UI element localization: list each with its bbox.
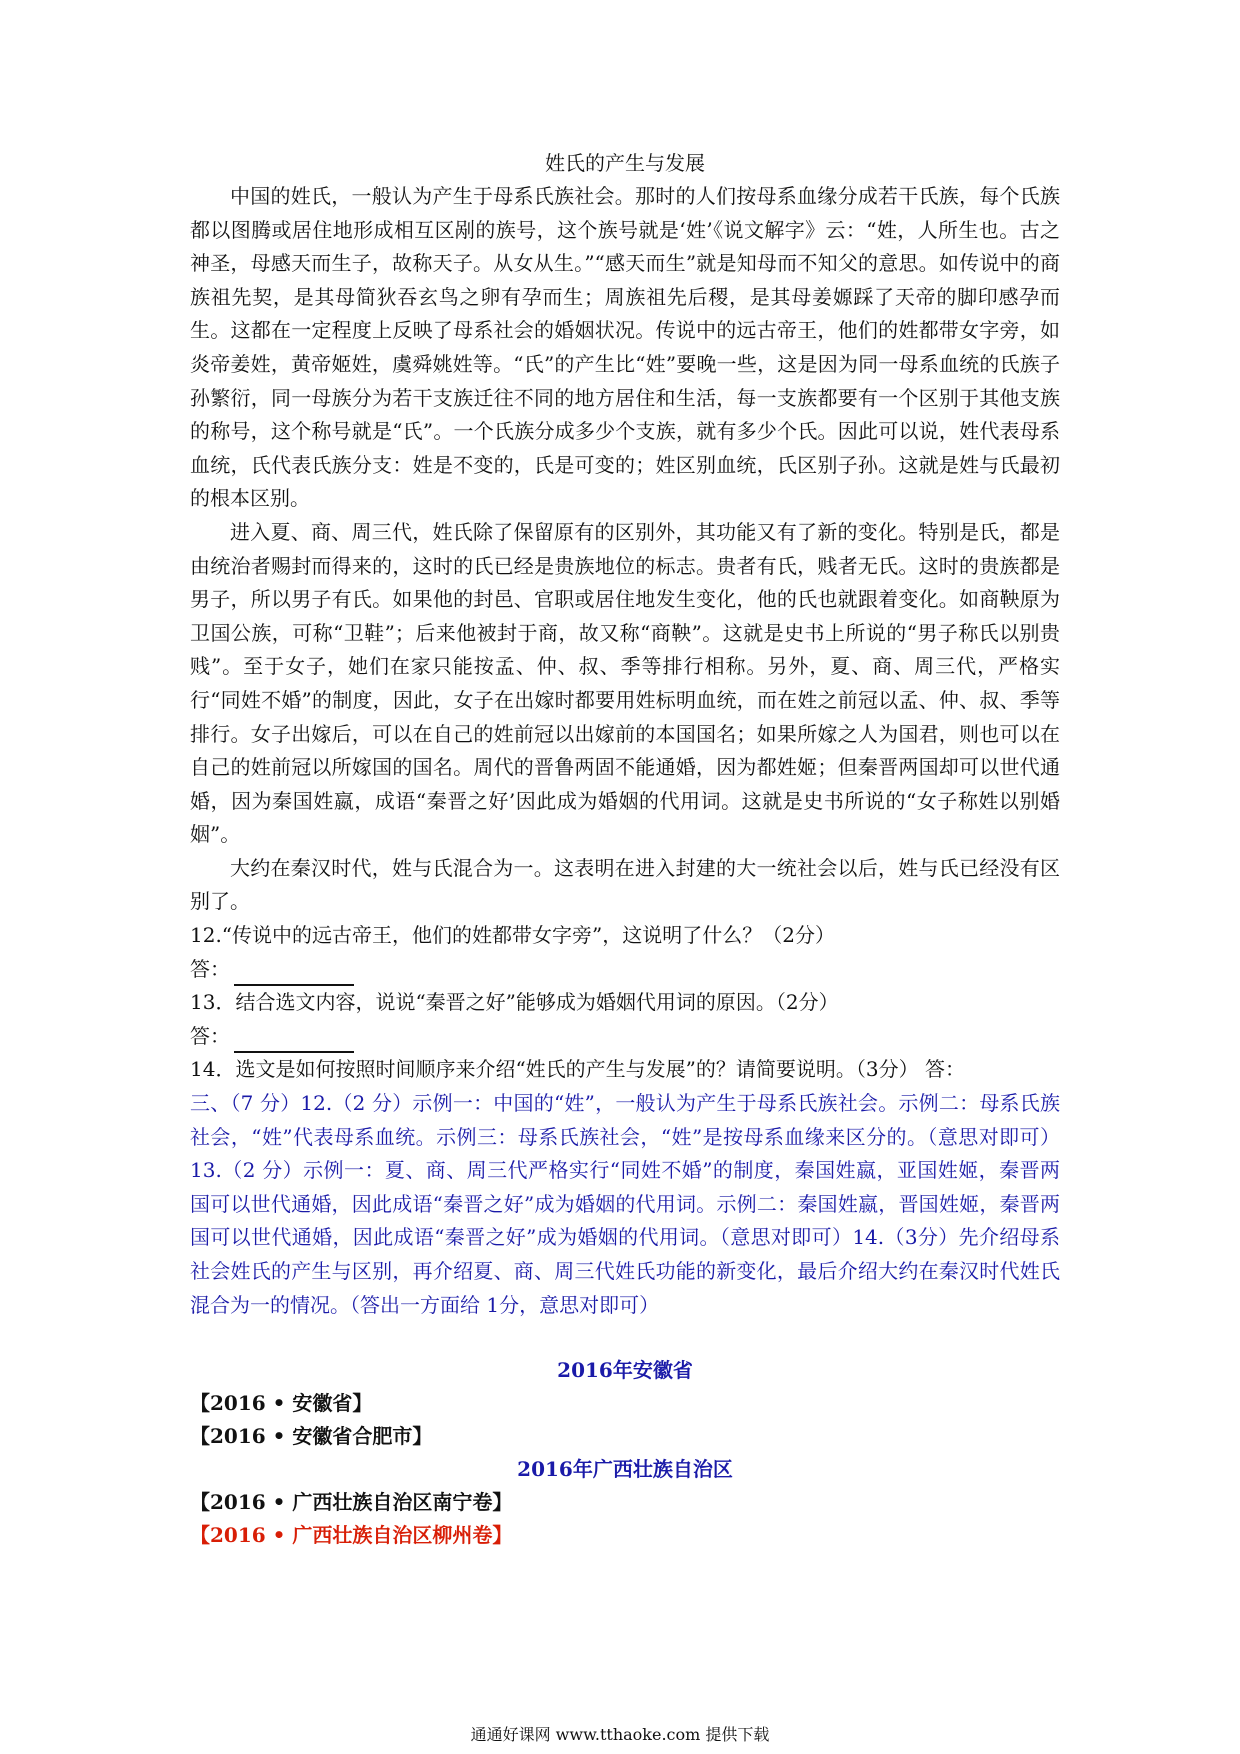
question-13: 13．结合选文内容，说说“秦晋之好”能够成为婚姻代用词的原因。（2分） [190,990,839,1015]
answer-blank-line [234,1029,354,1053]
section-tag-guangxi-liuzhou: 【2016 • 广西壮族自治区柳州卷】 [190,1523,513,1548]
answer-blank-line [234,962,354,986]
content-area [190,148,1060,1552]
question-14: 14．选文是如何按照时间顺序来介绍“姓氏的产生与发展”的？请简要说明。（3分） 答： [190,1057,965,1082]
article-paragraph-2: 进入夏、商、周三代，姓氏除了保留原有的区别外，其功能又有了新的变化。特别是氏，都是由统治者赐封而得来的，这时的氏已经是贵族地位的标志。贵者有氏，贱者无氏。这时的贵族都是男子，所以男子有氏。如果他的封邑、官职或居住地发生变化，他的氏也就跟着变化。如商鞅原为卫国公族，可称“卫鞋”；后来他被封于商，故又称“商鞅”。这就是史书上所说的“男子称氏以别贵贱”。至于女子，她们在家只能按孟、仲、叔、季等排行相称。另外，夏、商、周三代，严格实行“同姓不婚”的制度，因此，女子在出嫁时都要用姓标明血统，而在姓之前冠以孟、仲、叔、季等排行。女子出嫁后，可以在自己的姓前冠以出嫁前的本国国名；如果所嫁之人为国君，则也可以在自己的姓前冠以所嫁国的国名。周代的晋鲁两固不能通婚，因为都姓姬；但秦晋两国却可以世代通婚，因为秦国姓嬴，成语“秦晋之好’因此成为婚姻的代用词。这就是史书所说的“女子称姓以别婚姻”。 [190,519,1060,847]
section-title-guangxi: 2016年广西壮族自治区 [517,1457,733,1482]
answer-label: 答： [190,1023,230,1048]
answer-key: 三、（7 分）12.（2 分）示例一：中国的“姓”，一般认为产生于母系氏族社会。示例二：母系氏族社会，“姓”代表母系血统。示例三：母系氏族社会，“姓”是按母系血缘来区分的。（意思对即可）13.（2 分）示例一：夏、商、周三代严格实行“同姓不婚”的制度，秦国姓嬴，亚国姓姬，秦晋两国可以世代通婚，因此成语“秦晋之好”成为婚姻的代用词。示例二：秦国姓嬴，晋国姓姬，秦晋两国可以世代通婚，因此成语“秦晋之好”成为婚姻的代用词。（意思对即可）14.（3分）先介绍母系社会姓氏的产生与区别，再介绍夏、商、周三代姓氏功能的新变化，最后介绍大约在秦汉时代姓氏混合为一的情况。（答出一方面给 1分，意思对即可） [190,1091,1060,1317]
section-tag-anhui-hefei: 【2016 • 安徽省合肥市】 [190,1424,433,1449]
section-tag-guangxi-nanning: 【2016 • 广西壮族自治区南宁卷】 [190,1490,513,1515]
article-paragraph-3: 大约在秦汉时代，姓与氏混合为一。这表明在进入封建的大一统社会以后，姓与氏已经没有区别了。 [190,855,1060,914]
spacer [190,1322,1060,1354]
answer-label: 答： [190,956,230,981]
question-12-answer-row [190,953,1060,987]
article-paragraph-1: 中国的姓氏，一般认为产生于母系氏族社会。那时的人们按母系血缘分成若干氏族，每个氏族都以图腾或居住地形成相互区剐的族号，这个族号就是‘姓’《说文解字》云：“姓，人所生也。古之神圣，母感天而生子，故称天子。从女从生。”“感天而生”就是知母而不知父的意思。如传说中的商族祖先契，是其母简狄吞玄鸟之卵有孕而生；周族祖先后稷，是其母姜嫄踩了天帝的脚印感孕而生。这都在一定程度上反映了母系社会的婚姻状况。传说中的远古帝王，他们的姓都带女字旁，如炎帝姜姓，黄帝姬姓，虞舜姚姓等。“氏”的产生比“姓”要晚一些，这是因为同一母系血统的氏族子孙繁衍，同一母族分为若干支族迁往不同的地方居住和生活，每一支族都要有一个区别于其他支族的称号，这个称号就是“氏”。一个氏族分成多少个支族，就有多少个氏。因此可以说，姓代表母系血统，氏代表氏族分支：姓是不变的，氏是可变的；姓区别血统，氏区别子孙。这就是姓与氏最初的根本区别。 [190,184,1060,511]
question-13-answer-row [190,1020,1060,1054]
article-title: 姓氏的产生与发展 [545,151,705,175]
page-footer: 通通好课网 www.tthaoke.com 提供下载 [470,1725,770,1744]
section-title-anhui: 2016年安徽省 [557,1358,693,1383]
section-tag-anhui: 【2016 • 安徽省】 [190,1391,373,1416]
question-12: 12.“传说中的远古帝王，他们的姓都带女字旁”，这说明了什么？（2分） [190,923,835,948]
